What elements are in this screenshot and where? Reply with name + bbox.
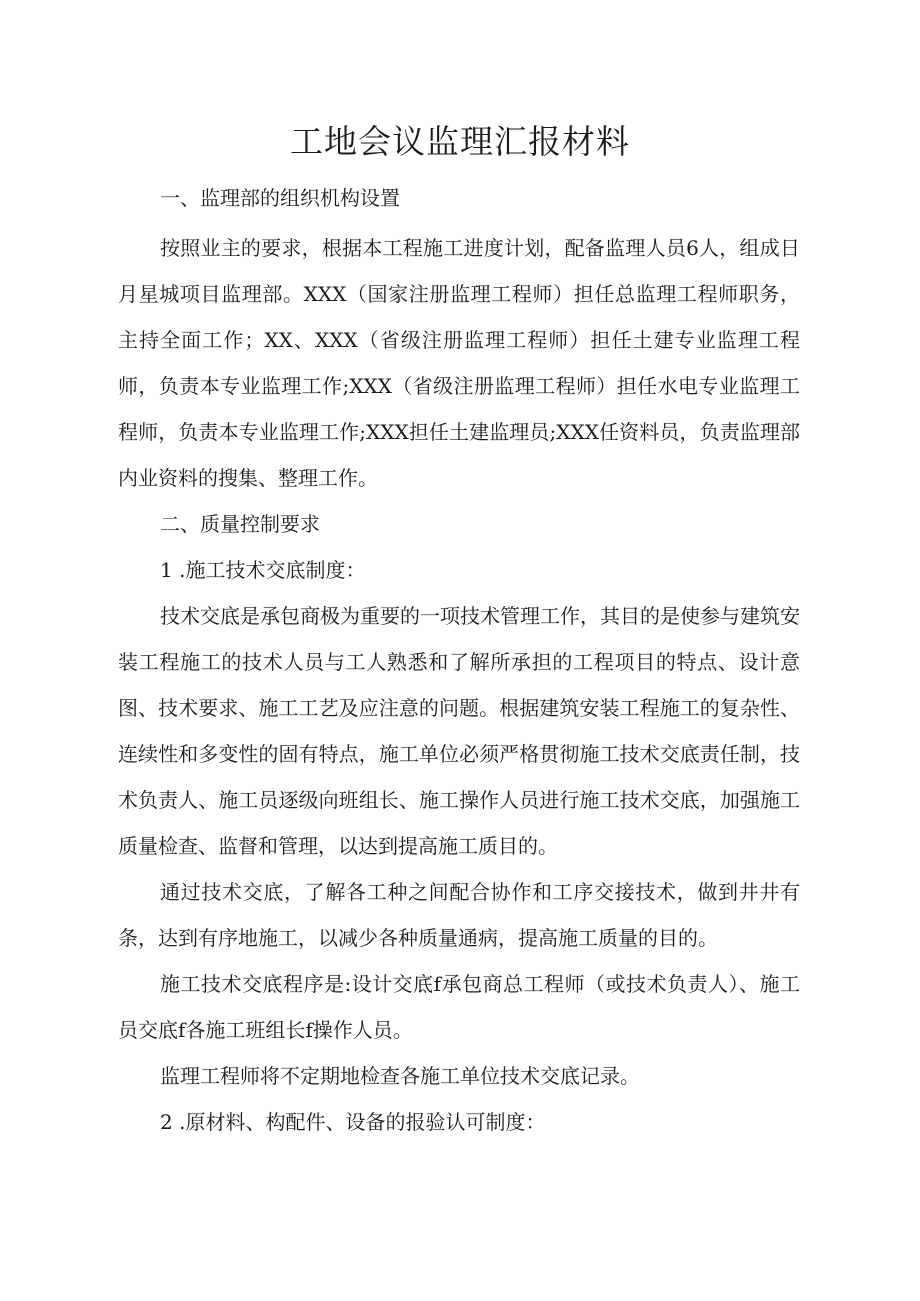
paragraph-organization: 按照业主的要求，根据本工程施工进度计划，配备监理人员6人，组成日月星城项目监理部。XXX（国家注册监理工程师）担任总监理工程师职务，主持全面工作；XX、XXX（省级注册监理工程师）担任土建专业监理工程师，负责本专业监理工作;XXX（省级注册监理工程师）担任水电专业监理工程师，负责本专业监理工作;XXX担任土建监理员;XXX任资料员，负责监理部内业资料的搜集、整理工作。 <box>118 236 800 490</box>
paragraph-supervision-check: 监理工程师将不定期地检查各施工单位技术交底记录。 <box>160 1064 640 1088</box>
subheading-material-inspection: 2 .原材料、构配件、设备的报验认可制度： <box>160 1110 546 1134</box>
subheading-technical-briefing: 1 .施工技术交底制度： <box>160 558 366 582</box>
section-heading-quality-control: 二、质量控制要求 <box>160 512 320 536</box>
document-body <box>118 175 800 1145</box>
section-heading-organization: 一、监理部的组织机构设置 <box>160 186 400 210</box>
paragraph-briefing-purpose: 通过技术交底，了解各工种之间配合协作和工序交接技术，做到井井有条，达到有序地施工，以减少各种质量通病，提高施工质量的目的。 <box>118 880 800 950</box>
paragraph-technical-briefing: 技术交底是承包商极为重要的一项技术管理工作，其目的是使参与建筑安装工程施工的技术人员与工人熟悉和了解所承担的工程项目的特点、设计意图、技术要求、施工工艺及应注意的问题。根据建筑安装工程施工的复杂性、连续性和多变性的固有特点，施工单位必须严格贯彻施工技术交底责任制，技术负责人、施工员逐级向班组长、施工操作人员进行施工技术交底，加强施工质量检查、监督和管理，以达到提高施工质目的。 <box>118 604 800 858</box>
paragraph-briefing-procedure: 施工技术交底程序是:设计交底f承包商总工程师（或技术负责人）、施工员交底f各施工班组长f操作人员。 <box>118 972 800 1042</box>
document-title: 工地会议监理汇报材料 <box>290 122 630 161</box>
